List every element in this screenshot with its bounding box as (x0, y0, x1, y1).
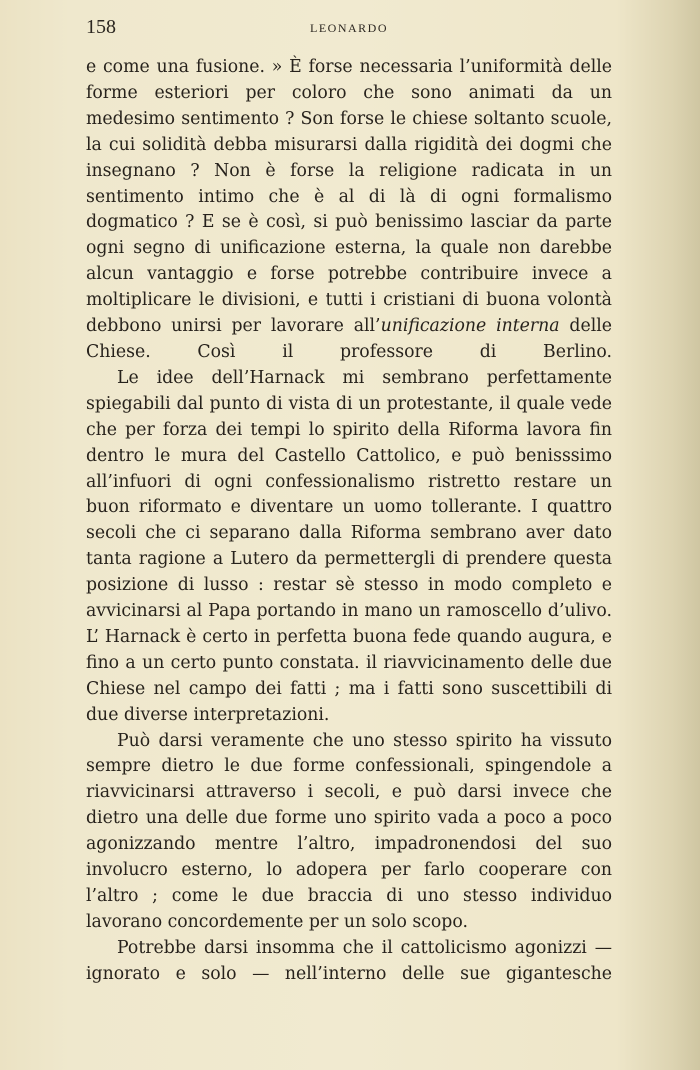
paragraph-1 (86, 55, 612, 366)
page-header (86, 16, 612, 42)
running-title: LEONARDO (310, 21, 388, 35)
page-number: 158 (86, 16, 116, 38)
italic-phrase: unificazione interna (380, 316, 560, 337)
paragraph-4: Potrebbe darsi insomma che il cattolicismo agonizzi — ignorato e solo — nell’interno delle sue gigantesche (86, 937, 612, 984)
paragraph-3: Può darsi veramente che uno stesso spirito ha vissuto sempre dietro le due forme confessionali, spingendole a riavvicinarsi attraverso i secoli, e può darsi invece che dietro una delle due forme uno spirito vada a poco a poco agonizzando mentre l’altro, impadronendosi del suo involucro esterno, lo adopera per farlo cooperare con l’altro ; come le due braccia di uno stesso individuo lavorano concordemente per un solo scopo. (86, 730, 612, 932)
paragraph-1-text: e come una fusione. » È forse necessaria l’uniformità delle forme esteriori per coloro che sono animati da un medesimo sentimento ? Son forse le chiese soltanto scuole, la cui solidità debba misurarsi dalla rigidità dei dogmi che insegnano ? Non è forse la religione radicata in un sentimento intimo che è al di là di ogni formalismo dogmatico ? E se è così, si può benissimo lasciar da parte ogni segno di unificazione esterna, la quale non darebbe alcun vantaggio e forse potrebbe contribuire invece a moltiplicare le divisioni, e tutti i cristiani di buona volontà debbono unirsi per lavorare all’ (86, 57, 612, 337)
paragraph-2: Le idee dell’Harnack mi sembrano perfettamente spiegabili dal punto di vista di un protestante, il quale vede che per forza dei tempi lo spirito della Riforma lavora fin dentro le mura del Castello Cattolico, e può benisssimo all’infuori di ogni confessionalismo ristretto restare un buon riformato e diventare un uomo tollerante. I quattro secoli che ci separano dalla Riforma sembrano aver dato tanta ragione a Lutero da permettergli di prendere questa posizione di lusso : restar sè stesso in modo completo e avvicinarsi al Papa portando in mano un ramoscello d’ulivo. L’ Harnack è certo in perfetta buona fede quando augura, e fino a un certo punto constata. il riavvicinamento delle due Chiese nel campo dei fatti ; ma i fatti sono suscettibili di due diverse interpretazioni. (86, 367, 612, 725)
paragraph-1-text-end: delle Chiese. Così il professore di Berlino. (86, 316, 613, 362)
body-text (86, 55, 612, 988)
